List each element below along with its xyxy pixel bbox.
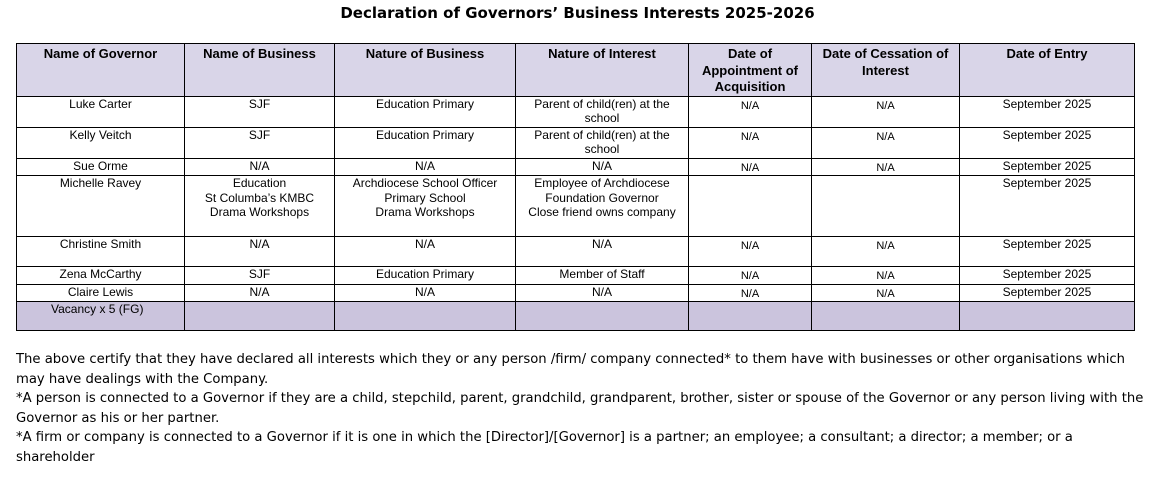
column-header: Date of Entry: [960, 44, 1135, 97]
empty-cell: [335, 302, 516, 331]
appointment-date-cell: N/A: [689, 284, 812, 302]
business-cell: [185, 158, 335, 176]
appointment-date-cell: N/A: [689, 158, 812, 176]
nature-business-cell: [335, 158, 516, 176]
cell-line: Close friend owns company: [528, 205, 676, 219]
nature-interest-cell: [516, 176, 689, 237]
appointment-date-cell: N/A: [689, 96, 812, 127]
cessation-date-cell: N/A: [812, 267, 960, 285]
note-paragraph: The above certify that they have declared all interests which they or any person /firm/ company connected* to them have with businesses or other organisations which may have dealings with the Company.: [16, 352, 1125, 387]
table-row: [17, 96, 1135, 127]
cessation-date-cell: N/A: [812, 284, 960, 302]
empty-cell: [812, 302, 960, 331]
business-cell: [185, 127, 335, 158]
table-header-row: [17, 44, 1135, 97]
cell-line: Drama Workshops: [209, 205, 310, 219]
column-header: Nature of Interest: [516, 44, 689, 97]
nature-business-cell: [335, 267, 516, 285]
empty-cell: [516, 302, 689, 331]
empty-cell: [689, 302, 812, 331]
business-cell: [185, 96, 335, 127]
entry-date-cell: September 2025: [960, 127, 1135, 158]
cell-line: N/A: [591, 237, 612, 251]
table-row: [17, 267, 1135, 285]
governor-name: Luke Carter: [17, 96, 185, 127]
nature-interest-cell: [516, 96, 689, 127]
nature-interest-cell: [516, 284, 689, 302]
cell-line: St Columba’s KMBC: [204, 190, 315, 205]
cell-line: Member of Staff: [559, 267, 645, 281]
cell-line: Education Primary: [375, 96, 475, 111]
column-header: Date of Appointment of Acquisition: [689, 44, 812, 97]
note-paragraph: *A person is connected to a Governor if they are a child, stepchild, parent, grandchild, grandparent, brother, sister or spouse of the Governor or any person living with the Governor as his or her partner.: [16, 391, 1144, 426]
cell-line: N/A: [414, 158, 435, 173]
cell-line: SJF: [248, 96, 271, 111]
nature-interest-cell: [516, 158, 689, 176]
appointment-date-cell: N/A: [689, 267, 812, 285]
cell-line: N/A: [249, 237, 270, 251]
governor-name: Christine Smith: [17, 237, 185, 267]
cell-line: N/A: [249, 158, 270, 173]
table-row: [17, 158, 1135, 176]
vacancy-row: [17, 302, 1135, 331]
cell-line: Parent of child(ren) at the school: [534, 127, 670, 156]
column-header: Nature of Business: [335, 44, 516, 97]
appointment-date-cell: N/A: [689, 127, 812, 158]
cell-line: Education: [232, 176, 287, 190]
column-header: Name of Governor: [17, 44, 185, 97]
governors-interests-table: [16, 43, 1135, 331]
table-row: [17, 176, 1135, 237]
cell-line: N/A: [591, 158, 612, 173]
cell-line: Archdiocese School Officer: [352, 176, 498, 190]
cell-line: Foundation Governor: [545, 190, 659, 205]
cessation-date-cell: N/A: [812, 158, 960, 176]
table-body: [17, 96, 1135, 331]
entry-date-cell: September 2025: [960, 158, 1135, 176]
business-cell: [185, 176, 335, 237]
governor-name: Zena McCarthy: [17, 267, 185, 285]
cessation-date-cell: N/A: [812, 237, 960, 267]
cell-line: N/A: [249, 284, 270, 299]
cell-line: N/A: [591, 284, 612, 299]
cell-line: Education Primary: [375, 127, 475, 142]
column-header: Date of Cessation of Interest: [812, 44, 960, 97]
empty-cell: [960, 302, 1135, 331]
business-cell: [185, 284, 335, 302]
business-cell: [185, 267, 335, 285]
governor-name: Michelle Ravey: [17, 176, 185, 237]
nature-interest-cell: [516, 267, 689, 285]
nature-business-cell: [335, 127, 516, 158]
cell-line: SJF: [248, 127, 271, 142]
vacancy-label: Vacancy x 5 (FG): [17, 302, 185, 331]
governor-name: Sue Orme: [17, 158, 185, 176]
cessation-date-cell: N/A: [812, 127, 960, 158]
appointment-date-cell: [689, 176, 812, 237]
nature-business-cell: [335, 284, 516, 302]
cell-line: SJF: [248, 267, 271, 281]
entry-date-cell: September 2025: [960, 267, 1135, 285]
entry-date-cell: September 2025: [960, 176, 1135, 237]
entry-date-cell: September 2025: [960, 96, 1135, 127]
cell-line: Drama Workshops: [375, 205, 475, 219]
cell-line: Employee of Archdiocese: [534, 176, 670, 190]
governor-name: Kelly Veitch: [17, 127, 185, 158]
nature-interest-cell: [516, 237, 689, 267]
declaration-notes: [16, 350, 1146, 467]
table-row: [17, 127, 1135, 158]
cessation-date-cell: [812, 176, 960, 237]
column-header: Name of Business: [185, 44, 335, 97]
cessation-date-cell: N/A: [812, 96, 960, 127]
table-row: [17, 237, 1135, 267]
table-row: [17, 284, 1135, 302]
cell-line: N/A: [414, 284, 435, 299]
governor-name: Claire Lewis: [17, 284, 185, 302]
nature-interest-cell: [516, 127, 689, 158]
nature-business-cell: [335, 96, 516, 127]
business-cell: [185, 237, 335, 267]
cell-line: Primary School: [384, 190, 466, 205]
entry-date-cell: September 2025: [960, 284, 1135, 302]
note-paragraph: *A firm or company is connected to a Governor if it is one in which the [Director]/[Governor] is a partner; an employee; a consultant; a director; a member; or a shareholder: [16, 430, 1073, 465]
nature-business-cell: [335, 176, 516, 237]
cell-line: Parent of child(ren) at the school: [534, 96, 670, 125]
document-title: Declaration of Governors’ Business Interests 2025-2026: [340, 4, 815, 22]
appointment-date-cell: N/A: [689, 237, 812, 267]
nature-business-cell: [335, 237, 516, 267]
cell-line: N/A: [414, 237, 435, 251]
entry-date-cell: September 2025: [960, 237, 1135, 267]
cell-line: Education Primary: [375, 267, 475, 281]
empty-cell: [185, 302, 335, 331]
